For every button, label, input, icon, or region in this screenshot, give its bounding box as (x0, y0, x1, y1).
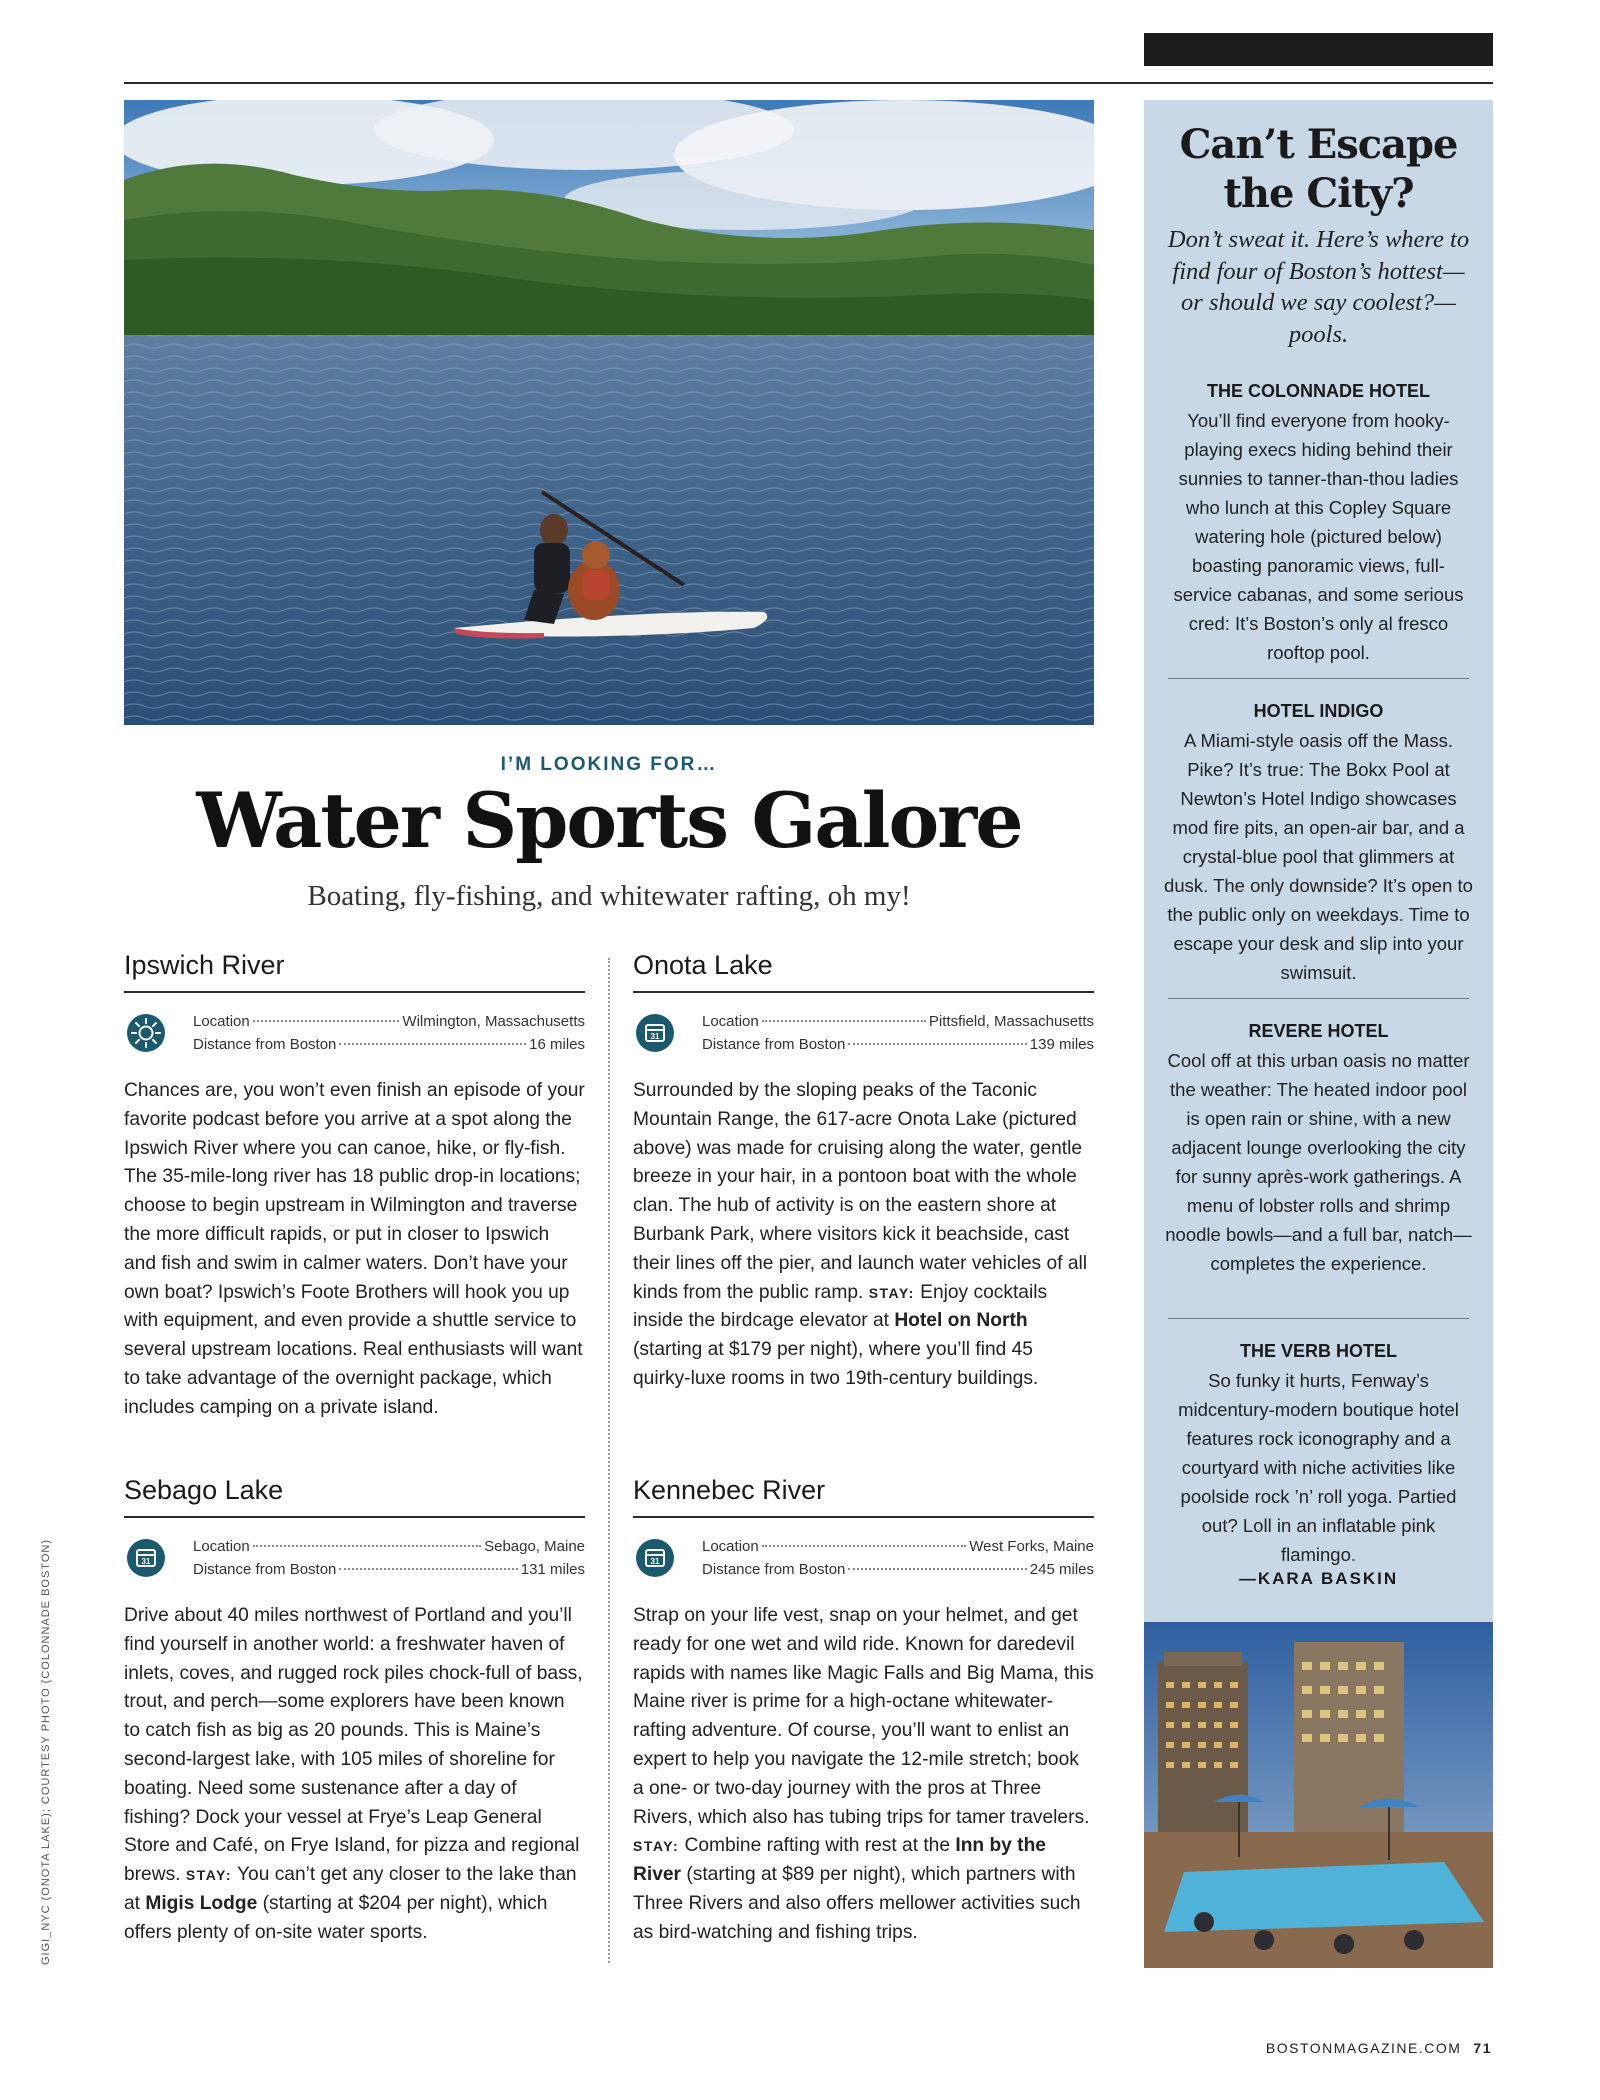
kicker: I’M LOOKING FOR… (500, 754, 718, 775)
location-value: Pittsfield, Massachusetts (928, 1013, 1094, 1030)
sidebar-item-title: REVERE HOTEL (1248, 1021, 1389, 1041)
section-ipswich-river (124, 950, 585, 1423)
section-sebago-lake (124, 1475, 585, 1948)
section-meta (633, 1530, 1094, 1586)
section-title: Ipswich River (124, 950, 585, 993)
distance-row: Distance from Boston 245 miles (702, 1558, 1094, 1581)
page-title: Water Sports Galore (196, 776, 1022, 865)
section-body: Strap on your life vest, snap on your helmet, and get ready for one wet and wild ride. Known for daredevil rapids with names like Magic Falls and Big Mama, this Maine river is prime for a high-octane whitewater-rafting adventure. Of course, you’ll want to enlist an expert to help you navigate the 12-mile stretch; book a one- or two-day journey with the pros at Three Rivers, which also has tubing trips for tamer travelers. STAY: Combine rafting with rest at the Inn by the River (starting at $89 per night), which partners with Three Rivers and also offers mellower activities such as bird-watching and fishing trips. (633, 1605, 1094, 1943)
site-url: BOSTONMAGAZINE.COM (1265, 2040, 1462, 2056)
top-rule (124, 82, 1493, 84)
distance-value: 131 miles (520, 1561, 585, 1578)
sidebar-item-title: THE VERB HOTEL (1239, 1341, 1397, 1361)
sidebar-rule (1168, 678, 1469, 679)
location-row: Location West Forks, Maine (702, 1535, 1094, 1558)
section-body: Surrounded by the sloping peaks of the Taconic Mountain Range, the 617-acre Onota Lake (pictured above) was made for cruising along the water, gentle breeze in your hair, in a pontoon boat with the whole clan. The hub of activity is on the eastern shore at Burbank Park, where visitors kick it beachside, cast their lines off the pier, and launch water vehicles of all kinds from the public ramp. STAY: Enjoy cocktails inside the birdcage elevator at Hotel on North (starting at $179 per night), where you’ll find 45 quirky-luxe rooms in two 19th-century buildings. (633, 1080, 1088, 1389)
sidebar-item (1164, 376, 1473, 667)
distance-row: Distance from Boston 139 miles (702, 1033, 1094, 1056)
dek: Boating, fly-fishing, and whitewater rafting, oh my! (307, 880, 911, 912)
section-body: Chances are, you won’t even finish an episode of your favorite podcast before you arrive at a spot along the Ipswich River where you can canoe, hike, or fly-fish. The 35-mile-long river has 18 public drop-in locations; choose to begin upstream in Wilmington and traverse the more difficult rapids, or put in closer to Ipswich and fish and swim in calmer waters. Don’t have your own boat? Ipswich’s Foote Brothers will hook you up with equipment, and even provide a shuttle service to several upstream locations. Real enthusiasts will want to take advantage of the overnight package, which includes camping on a private island. (124, 1080, 585, 1418)
section-body: Drive about 40 miles northwest of Portland and you’ll find yourself in another world: a freshwater haven of inlets, coves, and rugged rock piles chock-full of bass, trout, and perch—some explorers have been known to catch fish as big as 20 pounds. This is Maine’s second-largest lake, with 105 miles of shoreline for boating. Need some sustenance after a day of fishing? Dock your vessel at Frye’s Leap General Store and Café, on Frye Island, for pizza and regional brews. STAY: You can’t get any closer to the lake than at Migis Lodge (starting at $204 per night), which offers plenty of on-site water sports. (124, 1605, 583, 1943)
section-meta (124, 1005, 585, 1061)
sidebar-item-body: Cool off at this urban oasis no matter the weather: The heated indoor pool is open rain or shine, with a new adjacent lounge overlooking the city for sunny après-work gatherings. A menu of lobster rolls and shrimp noodle bowls—and a full bar, natch—completes the experience. (1165, 1050, 1472, 1274)
svg-text:31: 31 (141, 1557, 151, 1566)
svg-text:31: 31 (650, 1557, 660, 1566)
section-title: Kennebec River (633, 1475, 1094, 1518)
sidebar-item-body: So funky it hurts, Fenway’s midcentury-modern boutique hotel features rock iconography and a courtyard with niche activities like poolside rock ’n’ roll yoga. Partied out? Loll in an inflatable pink flamingo. (1178, 1370, 1459, 1565)
sidebar-item (1164, 1016, 1473, 1278)
column-divider (608, 958, 610, 1963)
meta-table (193, 1535, 585, 1581)
meta-table (702, 1010, 1094, 1056)
folio (1266, 2040, 1492, 2056)
sidebar-title: Can’t Escape the City? (1179, 121, 1458, 217)
hotel-name: Inn by the River (633, 1835, 1046, 1886)
section-kennebec-river (633, 1475, 1094, 1948)
header-tab (1144, 33, 1493, 66)
distance-value: 139 miles (1029, 1036, 1094, 1053)
hotel-name: Migis Lodge (145, 1892, 258, 1914)
svg-text:31: 31 (650, 1032, 660, 1041)
location-value: Wilmington, Massachusetts (402, 1013, 585, 1030)
section-meta (124, 1530, 585, 1586)
car-icon (635, 1013, 675, 1053)
section-title: Onota Lake (633, 950, 1094, 993)
distance-value: 245 miles (1029, 1561, 1094, 1578)
meta-table (193, 1010, 585, 1056)
page-number: 71 (1473, 2040, 1492, 2056)
hotel-pool-photo (1144, 1622, 1493, 1968)
car-icon (126, 1538, 166, 1578)
section-meta (633, 1005, 1094, 1061)
sidebar-item-title: HOTEL INDIGO (1253, 701, 1384, 721)
meta-table (702, 1535, 1094, 1581)
section-onota-lake (633, 950, 1094, 1394)
sun-icon (126, 1013, 166, 1053)
sidebar-item-body: A Miami-style oasis off the Mass. Pike? It’s true: The Bokx Pool at Newton’s Hotel Indigo showcases mod fire pits, an open-air bar, and a crystal-blue pool that glimmers at dusk. The only downside? It’s open to the public only on weekdays. Time to escape your desk and slip into your swimsuit. (1164, 730, 1473, 983)
sidebar (1144, 100, 1493, 1968)
photo-credit: GIGI_NYC (ONOTA LAKE); COURTESY PHOTO (COLONNADE BOSTON) (40, 1539, 52, 1965)
location-row: Location Wilmington, Massachusetts (193, 1010, 585, 1033)
hotel-name: Hotel on North (894, 1310, 1028, 1332)
section-title: Sebago Lake (124, 1475, 585, 1518)
byline: —KARA BASKIN (1238, 1569, 1399, 1588)
sidebar-dek: Don’t sweat it. Here’s where to find four of Boston’s hottest—or should we say coolest?—pools. (1167, 226, 1470, 348)
location-value: West Forks, Maine (969, 1538, 1094, 1555)
distance-value: 16 miles (529, 1036, 585, 1053)
location-row: Location Pittsfield, Massachusetts (702, 1010, 1094, 1033)
sidebar-item-body: You’ll find everyone from hooky-playing execs hiding behind their sunnies to tanner-than-thou ladies who lunch at this Copley Square watering hole (pictured below) boasting panoramic views, full-service cabanas, and some serious cred: It’s Boston’s only al fresco rooftop pool. (1173, 410, 1464, 663)
sidebar-rule (1168, 998, 1469, 999)
location-value: Sebago, Maine (484, 1538, 585, 1555)
sidebar-item-title: THE COLONNADE HOTEL (1207, 381, 1430, 401)
sidebar-rule (1168, 1318, 1469, 1319)
hero-photo (124, 100, 1094, 725)
distance-row: Distance from Boston 16 miles (193, 1033, 585, 1056)
sidebar-item (1164, 696, 1473, 987)
sidebar-item (1164, 1336, 1473, 1589)
location-row: Location Sebago, Maine (193, 1535, 585, 1558)
distance-row: Distance from Boston 131 miles (193, 1558, 585, 1581)
car-icon (635, 1538, 675, 1578)
